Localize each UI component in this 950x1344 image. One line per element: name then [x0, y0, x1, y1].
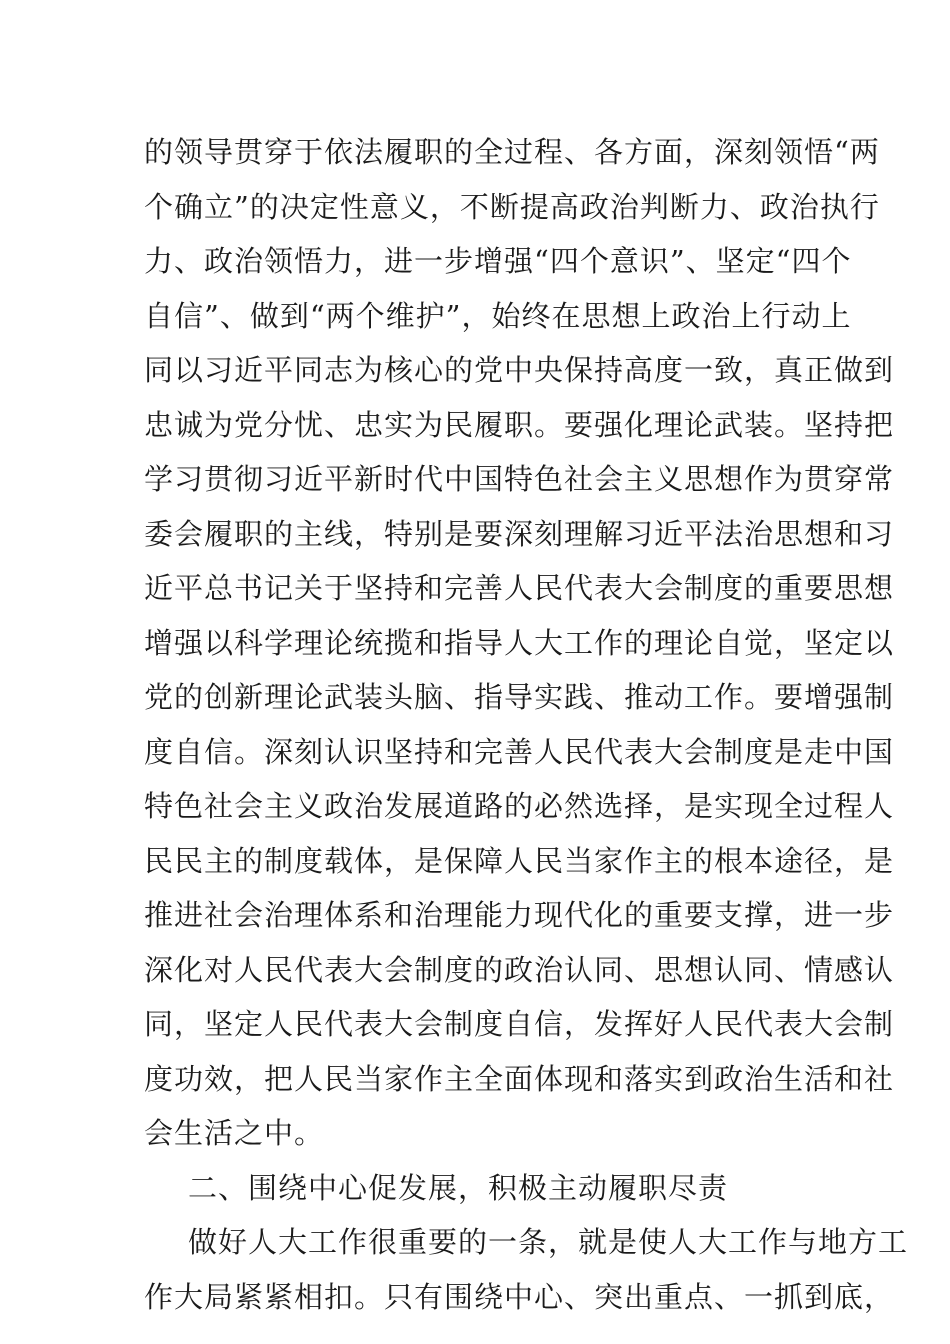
text-line: 深化对人民代表大会制度的政治认同、思想认同、情感认 [144, 952, 895, 987]
text-line: 民民主的制度载体，是保障人民当家作主的根本途径，是 [144, 843, 895, 878]
text-line: 党的创新理论武装头脑、指导实践、推动工作。要增强制 [144, 680, 895, 714]
text-line: 做好人大工作很重要的一条，就是使人大工作与地方工 [188, 1225, 909, 1259]
text-line: 同以习近平同志为核心的党中央保持高度一致，真正做到 [144, 353, 895, 387]
text-line: 力、政治领悟力，进一步增强“四个意识”、坚定“四个 [144, 244, 852, 278]
text-line: 个确立”的决定性意义，不断提高政治判断力、政治执行 [144, 189, 880, 224]
text-line: 度自信。深刻认识坚持和完善人民代表大会制度是走中国 [144, 734, 895, 769]
text-line: 忠诚为党分忧、忠实为民履职。要强化理论武装。坚持把 [144, 407, 895, 442]
text-line: 学习贯彻习近平新时代中国特色社会主义思想作为贯穿常 [144, 462, 895, 496]
text-line: 自信”、做到“两个维护”，始终在思想上政治上行动上 [144, 298, 852, 333]
body-text [144, 125, 909, 1324]
text-line: 同，坚定人民代表大会制度自信，发挥好人民代表大会制 [144, 1007, 895, 1041]
text-line: 的领导贯穿于依法履职的全过程、各方面，深刻领悟“两 [144, 135, 880, 169]
section-heading: 二、围绕中心促发展，积极主动履职尽责 [188, 1170, 729, 1205]
text-line: 作大局紧紧相扣。只有围绕中心、突出重点、一抓到底， [144, 1279, 895, 1314]
text-line: 特色社会主义政治发展道路的必然选择，是实现全过程人 [144, 789, 895, 823]
text-line: 度功效，把人民当家作主全面体现和落实到政治生活和社 [144, 1061, 895, 1096]
text-line: 近平总书记关于坚持和完善人民代表大会制度的重要思想 [144, 571, 895, 605]
text-line: 委会履职的主线，特别是要深刻理解习近平法治思想和习 [144, 516, 895, 551]
text-line: 增强以科学理论统揽和指导人大工作的理论自觉，坚定以 [144, 625, 895, 660]
text-line: 会生活之中。 [144, 1116, 325, 1150]
text-line: 推进社会治理体系和治理能力现代化的重要支撑，进一步 [144, 898, 895, 932]
